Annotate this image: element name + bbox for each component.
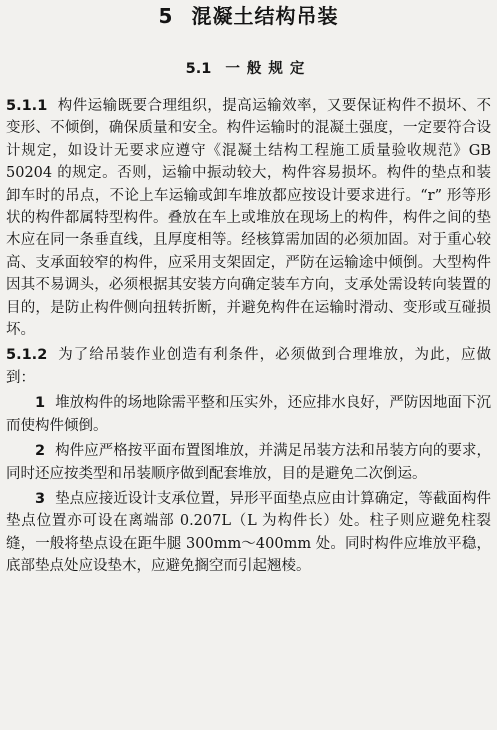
section-number: 5.1 [185,61,212,77]
clause-text: 为了给吊装作业创造有利条件，必须做到合理堆放，为此，应做到： [6,347,491,386]
chapter-title-text: 混凝土结构吊装 [191,4,339,28]
list-item [6,440,491,485]
item-text: 构件应严格按平面布置图堆放，并满足吊装方法和吊装方向的要求，同时还应按类型和吊装顺序做到配套堆放，目的是避免二次倒运。 [6,443,491,482]
item-number: 1 [35,395,46,412]
clause-5-1-2 [6,344,491,389]
item-text: 堆放构件的场地除需平整和压实外，还应排水良好，严防因地面下沉而使构件倾倒。 [6,395,491,434]
clause-number: 5.1.2 [6,347,48,364]
section-title-text: 一般规定 [225,61,312,77]
item-number: 2 [35,443,46,460]
body-text [6,95,491,581]
list-item [6,392,491,437]
chapter-number: 5 [158,4,174,28]
section-title [0,58,497,80]
clause-5-1-1 [6,95,491,341]
item-number: 3 [35,490,46,507]
clause-text: 构件运输既要合理组织，提高运输效率，又要保证构件不损坏、不变形、不倾倒，确保质量和安全。构件运输时的混凝土强度，一定要符合设计规定，如设计无要求应遵守《混凝土结构工程施工质量验收规范》GB 50204 的规定。否则，运输中振动较大，构件容易损坏。构件的垫点和装卸车时的吊点，不论上车运输或卸车堆放都应按设计要求进行。“r” 形等形状的构件都属特型构件。叠放在车上或堆放在现场上的构件，构件之间的垫木应在同一条垂直线，且厚度相等。经核算需加固的必须加固。对于重心较高、支承面较窄的构件，应采用支架固定，严防在运输途中倾倒。大型构件因其不易调头，必须根据其安装方向确定装车方向，支承处需设转向装置的目的，是防止构件侧向扭转折断，并避免构件在运输时滑动、变形或互碰损坏。 [6,98,491,339]
item-text: 垫点应接近设计支承位置，异形平面垫点应由计算确定，等截面构件垫点位置亦可设在离端部 0.207L（L 为构件长）处。柱子则应避免柱裂缝，一般将垫点设在距牛腿 300mm～400mm 处。同时构件应堆放平稳，底部垫点处应设垫木，应避免搁空而引起翘棱。 [6,490,491,575]
chapter-title [0,2,497,30]
list-item [6,488,491,578]
clause-number: 5.1.1 [6,98,48,114]
